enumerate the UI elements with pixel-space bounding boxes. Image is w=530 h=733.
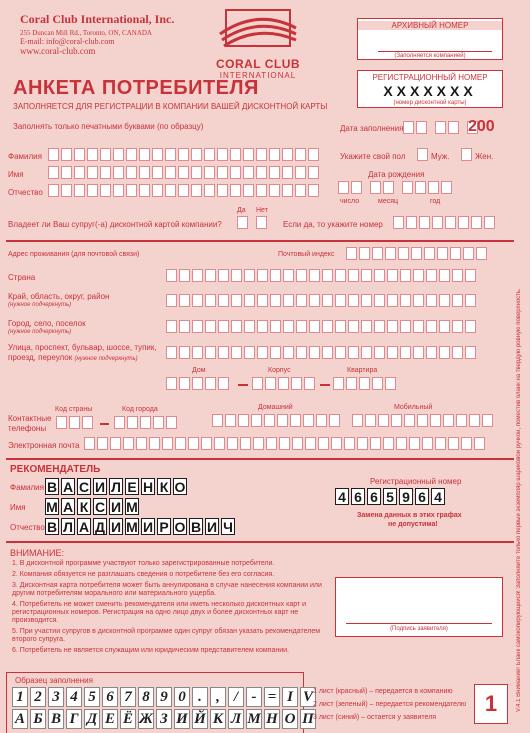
- surname-label: Фамилия: [8, 152, 42, 161]
- archive-number-sublabel: (Заполняется компанией): [394, 53, 466, 59]
- sample-row-letters: [12, 709, 316, 729]
- sample-glyph: Ж: [138, 709, 154, 729]
- letter-cell[interactable]: И: [206, 518, 218, 535]
- sample-glyph: 9: [156, 687, 172, 707]
- company-name: Coral Club International, Inc.: [20, 12, 175, 26]
- letter-cell[interactable]: С: [94, 498, 106, 515]
- city-cells[interactable]: [166, 320, 476, 333]
- copy-1-note: 1 лист (красный) – передается в компанию: [313, 688, 453, 695]
- letter-cell[interactable]: О: [174, 518, 186, 535]
- female-label: Жен.: [475, 152, 494, 161]
- letter-cell[interactable]: М: [46, 498, 58, 515]
- copy-2-note: 2 лист (зеленый) – передается рекомендателю: [313, 701, 467, 708]
- letter-cell[interactable]: В: [46, 518, 58, 535]
- signature-box[interactable]: [335, 577, 503, 637]
- sample-glyph: Й: [192, 709, 208, 729]
- spouse-number-label: Если да, то укажите номер: [283, 220, 383, 229]
- sample-glyph: =: [264, 687, 280, 707]
- house-dash: [238, 384, 248, 386]
- divider-2: [6, 458, 514, 460]
- page-number-box: [474, 684, 508, 724]
- company-block: [20, 12, 210, 56]
- spouse-number-cells[interactable]: [393, 216, 495, 229]
- letter-cell[interactable]: Л: [61, 518, 75, 535]
- city-code-cells[interactable]: [114, 416, 177, 429]
- sample-glyph: О: [282, 709, 298, 729]
- city-note: (нужное подчеркнуть): [8, 329, 72, 335]
- postal-code-label: Почтовый индекс: [278, 251, 335, 258]
- letter-cell[interactable]: 6: [367, 488, 381, 505]
- letter-cell[interactable]: Н: [142, 478, 154, 495]
- sample-glyph: 3: [48, 687, 64, 707]
- street-label-2-text: проезд, переулок: [8, 353, 73, 362]
- letter-cell[interactable]: И: [110, 518, 122, 535]
- archive-underline: [378, 51, 492, 52]
- building-label: Корпус: [268, 367, 291, 374]
- letter-cell[interactable]: К: [157, 478, 171, 495]
- recommender-patronymic-label: Отчество: [10, 523, 45, 532]
- country-label: Страна: [8, 273, 36, 282]
- letter-cell[interactable]: В: [46, 478, 58, 495]
- spouse-no-label: Нет: [256, 207, 268, 214]
- sample-glyph: 1: [12, 687, 28, 707]
- sample-glyph: Д: [84, 709, 100, 729]
- mobile-phone-label: Мобильный: [394, 404, 433, 411]
- sample-glyph: И: [174, 709, 190, 729]
- sample-glyph: Б: [30, 709, 46, 729]
- sample-glyph: .: [192, 687, 208, 707]
- letter-cell[interactable]: Е: [125, 478, 139, 495]
- city-label: Город, село, поселок: [8, 319, 86, 328]
- female-checkbox[interactable]: [461, 148, 472, 161]
- archive-number-box[interactable]: [357, 18, 503, 60]
- sample-glyph: Н: [264, 709, 280, 729]
- letter-cell[interactable]: С: [78, 478, 90, 495]
- notice-item: 6. Потребитель не является служащим или юридическим представителем компании.: [12, 647, 289, 655]
- country-code-label: Код страны: [55, 406, 93, 413]
- contact-phones-label: [8, 414, 51, 433]
- form-title: АНКЕТА ПОТРЕБИТЕЛЯ: [13, 77, 259, 99]
- region-label: Край, область, округ, район: [8, 292, 110, 301]
- patronymic-cells[interactable]: [48, 184, 319, 197]
- name-label: Имя: [8, 170, 24, 179]
- spouse-yes-checkbox[interactable]: [237, 216, 248, 229]
- birth-date-label: Дата рождения: [368, 170, 425, 179]
- sample-glyph: Е: [102, 709, 118, 729]
- birth-year-label: год: [430, 198, 441, 205]
- registration-number-box: [357, 70, 503, 108]
- sample-glyph: 8: [138, 687, 154, 707]
- sample-glyph: П: [300, 709, 316, 729]
- form-subtitle: ЗАПОЛНЯЕТСЯ ДЛЯ РЕГИСТРАЦИИ В КОМПАНИИ ВАШЕЙ ДИСКОНТНОЙ КАРТЫ: [13, 102, 328, 111]
- recommender-reg-label: Регистрационный номер: [370, 477, 462, 486]
- sample-glyph: I: [282, 687, 298, 707]
- spouse-yes-label: Да: [237, 207, 246, 214]
- birth-month-label: месяц: [378, 198, 399, 205]
- contact-phones-label-1: Контактные: [8, 414, 52, 423]
- registration-number-value: XXXXXXX: [383, 83, 477, 99]
- sample-glyph: Л: [228, 709, 244, 729]
- region-note: (нужное подчеркнуть): [8, 302, 72, 308]
- notice-list: [12, 560, 328, 658]
- coral-club-logo: [212, 4, 304, 80]
- notice-item: 5. При участии супругов в дисконтной программе один супруг обязан указать рекомендателем второго супруга.: [12, 628, 321, 644]
- sample-glyph: Г: [66, 709, 82, 729]
- surname-cells[interactable]: [48, 148, 319, 161]
- sample-glyph: В: [48, 709, 64, 729]
- email-label: Электронная почта: [8, 441, 80, 450]
- letter-cell[interactable]: И: [142, 518, 154, 535]
- male-checkbox[interactable]: [417, 148, 428, 161]
- sample-glyph: М: [246, 709, 262, 729]
- notice-item: 1. В дисконтной программе участвуют только зарегистрированные потребители.: [12, 560, 275, 567]
- fill-instruction: Заполнять только печатными буквами (по образцу): [13, 122, 204, 131]
- contact-phones-label-2: телефоны: [8, 423, 47, 433]
- letter-cell[interactable]: М: [126, 518, 138, 535]
- mobile-phone-cells[interactable]: [352, 414, 493, 427]
- letter-cell[interactable]: М: [126, 498, 138, 515]
- recommender-surname-cells[interactable]: [45, 478, 187, 495]
- flat-cells[interactable]: [333, 377, 396, 390]
- letter-cell[interactable]: Д: [93, 518, 107, 535]
- sample-glyph: 6: [102, 687, 118, 707]
- logo-emblem-icon: [212, 4, 304, 52]
- letter-cell[interactable]: Р: [157, 518, 171, 535]
- sample-glyph: 0: [174, 687, 190, 707]
- notice-item: 4. Потребитель не может сменить рекомендателя или иметь несколько дисконтных карт и регистрационных номеров. Регистрация на одно лицо двух и более дисконтных карт не производится.: [12, 601, 307, 625]
- male-label: Муж.: [431, 152, 450, 161]
- name-cells[interactable]: [48, 166, 319, 179]
- letter-cell[interactable]: Ч: [221, 518, 235, 535]
- fill-date-year-prefix: 200: [468, 118, 495, 135]
- signature-label: (Подпись заявителя): [390, 626, 448, 632]
- sample-glyph: ,: [210, 687, 226, 707]
- sample-row-digits: [12, 687, 316, 707]
- registration-number-sublabel: (номер дисконтной карты): [393, 100, 467, 106]
- divider-1: [6, 240, 514, 242]
- notice-header: ВНИМАНИЕ:: [10, 548, 64, 558]
- logo-subtitle: INTERNATIONAL: [219, 71, 297, 80]
- notice-item: 2. Компания обязуется не разглашать сведения о потребителе без его согласия.: [12, 571, 275, 579]
- street-label-2: [8, 353, 138, 362]
- letter-cell[interactable]: 6: [351, 488, 365, 505]
- letter-cell[interactable]: В: [190, 518, 202, 535]
- spouse-no-checkbox[interactable]: [256, 216, 267, 229]
- page-number: 1: [484, 691, 498, 716]
- sample-glyph: V: [300, 687, 316, 707]
- email-cells[interactable]: [84, 437, 485, 450]
- sample-glyph: 2: [30, 687, 46, 707]
- phone-dash: [100, 423, 109, 425]
- letter-cell[interactable]: А: [62, 498, 74, 515]
- notice-item: 3. Дисконтная карта потребителя может быть аннулирована в случае нанесения компании или другим потребителям морального или материального ущерба.: [12, 582, 322, 598]
- company-site: www.coral-club.com: [20, 46, 96, 56]
- company-address: 255 Duncan Mill Rd., Toronto, ON, CANADA: [20, 29, 152, 37]
- signature-line: [346, 623, 492, 624]
- sample-glyph: А: [12, 709, 28, 729]
- home-phone-label: Домашний: [258, 404, 293, 411]
- letter-cell[interactable]: 5: [383, 488, 397, 505]
- recommender-patronymic-cells[interactable]: [45, 518, 235, 535]
- street-label: Улица, проспект, бульвар, шоссе, тупик,: [8, 343, 157, 352]
- letter-cell[interactable]: И: [110, 498, 122, 515]
- divider-3: [6, 541, 514, 543]
- side-note: V.4.1 Внимание! Бланк самокопирующийся! Заполняйте только первый экземпляр шариковой ручкой, поместив бланк на твердую ровную поверхность.: [516, 288, 522, 712]
- birth-date-cells[interactable]: [338, 181, 452, 194]
- registration-number-label: РЕГИСТРАЦИОННЫЙ НОМЕР: [372, 73, 488, 82]
- letter-cell[interactable]: Л: [109, 478, 123, 495]
- home-phone-cells[interactable]: [212, 414, 340, 427]
- letter-cell[interactable]: 6: [415, 488, 429, 505]
- recommender-name-cells[interactable]: [45, 498, 139, 515]
- street-cells[interactable]: [166, 346, 476, 359]
- letter-cell[interactable]: А: [62, 478, 74, 495]
- spouse-question: Владеет ли Ваш супруг(-а) дисконтной картой компании?: [8, 220, 222, 229]
- sample-label: Образец заполнения: [15, 676, 93, 685]
- company-email: E-mail: info@coral-club.com: [20, 37, 115, 46]
- gender-label: Укажите свой пол: [340, 152, 406, 161]
- sample-glyph: К: [210, 709, 226, 729]
- birth-day-label: число: [340, 198, 360, 205]
- letter-cell[interactable]: 9: [399, 488, 413, 505]
- region-cells[interactable]: [166, 294, 476, 307]
- logo-title: CORAL CLUB: [215, 57, 301, 71]
- sample-glyph: Ё: [120, 709, 136, 729]
- country-code-cells[interactable]: [56, 416, 93, 429]
- letter-cell[interactable]: И: [94, 478, 106, 495]
- building-dash: [320, 384, 330, 386]
- recommender-name-label: Имя: [10, 503, 26, 512]
- house-label: Дом: [192, 367, 206, 374]
- recommender-header: РЕКОМЕНДАТЕЛЬ: [10, 464, 101, 475]
- flat-label: Квартира: [347, 367, 378, 374]
- patronymic-label: Отчество: [8, 188, 43, 197]
- letter-cell[interactable]: А: [78, 518, 90, 535]
- archive-number-label: АРХИВНЫЙ НОМЕР: [358, 21, 502, 30]
- recommender-warning-1: Замена данных в этих графах: [357, 512, 462, 519]
- city-code-label: Код города: [122, 406, 158, 413]
- sample-glyph: -: [246, 687, 262, 707]
- recommender-surname-label: Фамилия: [10, 483, 44, 492]
- country-cells[interactable]: [166, 269, 476, 282]
- sample-glyph: З: [156, 709, 172, 729]
- street-note: (нужное подчеркнуть): [74, 356, 138, 362]
- recommender-warning-2: не допустима!: [388, 521, 438, 528]
- house-cells[interactable]: [166, 377, 229, 390]
- letter-cell[interactable]: 4: [335, 488, 349, 505]
- recommender-reg-cells[interactable]: [335, 488, 445, 505]
- fill-date-label: Дата заполнения: [340, 124, 404, 133]
- letter-cell[interactable]: К: [77, 498, 91, 515]
- letter-cell[interactable]: О: [174, 478, 186, 495]
- address-header: Адрес проживания (для почтовой связи): [8, 251, 140, 258]
- sample-glyph: 7: [120, 687, 136, 707]
- sample-glyph: 5: [84, 687, 100, 707]
- sample-glyph: /: [228, 687, 244, 707]
- sample-glyph: 4: [66, 687, 82, 707]
- building-cells[interactable]: [252, 377, 315, 390]
- fill-date-cells[interactable]: [403, 121, 478, 134]
- copy-3-note: 3 лист (синий) – остается у заявителя: [313, 714, 437, 721]
- letter-cell[interactable]: 4: [431, 488, 445, 505]
- postal-code-cells[interactable]: [346, 247, 487, 260]
